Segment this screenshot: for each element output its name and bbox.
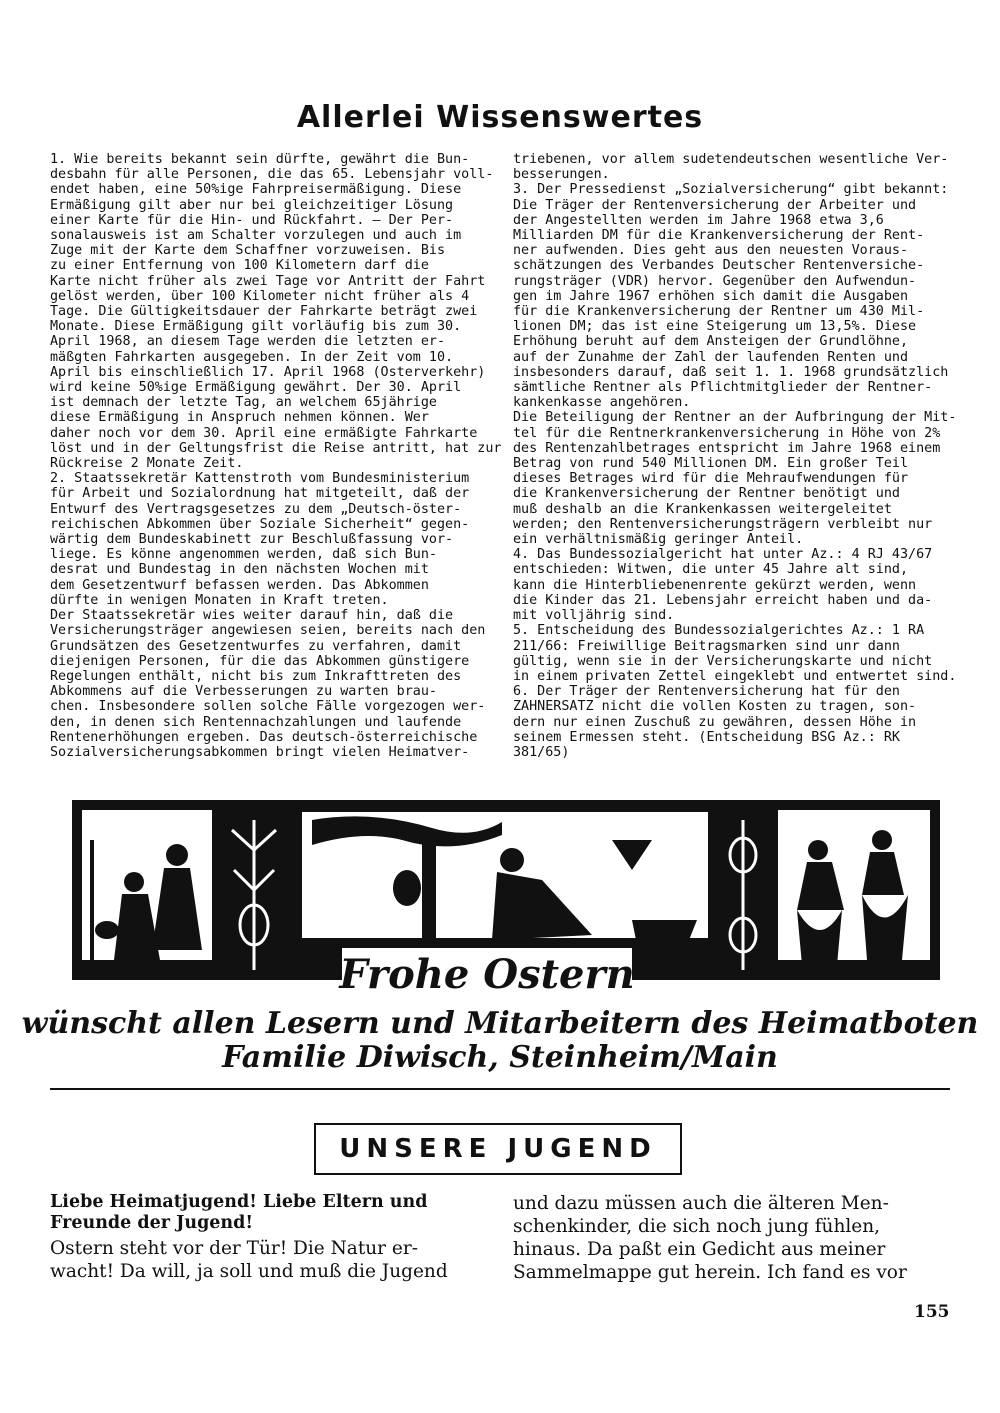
text-line: gültig, wenn sie in der Versicherungskarte und nicht (513, 653, 933, 669)
text-line: dieses Betrages wird für die Mehraufwendungen für (513, 471, 909, 487)
text-line: kankenkasse angehören. (513, 395, 691, 411)
text-line: schätzungen des Verbandes Deutscher Rentenversiche- (513, 258, 925, 274)
text-line: 3. Der Pressedienst „Sozialversicherung“ gibt bekannt: (513, 182, 949, 198)
section-divider (50, 1088, 950, 1090)
text-line: Rentenerhöhungen ergeben. Das deutsch-österreichische (50, 729, 478, 745)
text-line: 1. Wie bereits bekannt sein dürfte, gewährt die Bun- (50, 152, 470, 167)
text-line: kann die Hinterbliebenenrente gekürzt werden, wenn (513, 577, 917, 593)
text-line: sonalausweis ist am Schalter vorzulegen und auch im (50, 228, 462, 244)
text-line: diese Ermäßigung in Anspruch nehmen können. Wer (50, 410, 429, 426)
text-line: 5. Entscheidung des Bundessozialgerichtes Az.: 1 RA (513, 623, 925, 639)
text-line: desbahn für alle Personen, die das 65. Lebensjahr voll- (50, 167, 494, 183)
text-line: muß deshalb an die Krankenkassen weitergeleitet (513, 501, 892, 517)
text-line: diejenigen Personen, für die das Abkommen günstigere (50, 653, 470, 669)
jugend-text-right: und dazu müssen auch die älteren Men- schenkinder, die sich noch jung fühlen, hinaus. Da paßt ein Gedicht aus meiner Sammelmappe gut herein. Ich fand es vor (513, 1193, 907, 1283)
text-line: Karte nicht früher als zwei Tage vor Antritt der Fahrt (50, 273, 486, 289)
text-line: April 1968, an diesem Tage werden die letzten er- (50, 334, 446, 350)
text-line: besserungen. (513, 167, 610, 183)
easter-silhouette-banner (72, 800, 940, 1000)
text-line: des Rentenzahlbetrages entspricht im Jahre 1968 einem (513, 440, 941, 456)
text-line: insbesonders darauf, daß seit 1. 1. 1968 grundsätzlich (513, 364, 949, 380)
text-line: dern nur einen Zuschuß zu gewähren, dessen Höhe in (513, 714, 917, 730)
banner-headline: Frohe Ostern (339, 951, 635, 998)
text-line: lionen DM; das ist eine Steigerung um 13,5%. Diese (513, 319, 917, 335)
page-title: Allerlei Wissenswertes (296, 100, 704, 135)
text-line: werden; den Rentenversicherungsträgern verbleibt nur (513, 516, 933, 532)
text-line: Abkommens auf die Verbesserungen zu warten brau- (50, 684, 437, 700)
text-line: ist demnach der letzte Tag, an welchem 65jährige (50, 395, 437, 411)
text-line: triebenen, vor allem sudetendeutschen wesentliche Ver- (513, 152, 949, 167)
text-line: Erhöhung beruht auf dem Ansteigen der Grundlöhne, (513, 334, 909, 350)
text-line: 2. Staatssekretär Kattenstroth vom Bundesministerium (50, 471, 470, 487)
text-line: einer Karte für die Hin- und Rückfahrt. — Der Per- (50, 212, 454, 228)
text-line: wärtig dem Bundeskabinett zur Beschlußfassung vor- (50, 532, 454, 548)
greeting-line-2: Familie Diwisch, Steinheim/Main (222, 1040, 778, 1075)
text-line: 211/66: Freiwillige Beitragsmarken sind unr dann (513, 638, 900, 654)
text-line: gelöst werden, über 100 Kilometer nicht früher als 4 (50, 288, 470, 304)
text-line: löst und in der Geltungsfrist die Reise antritt, hat zur (50, 440, 502, 456)
text-line: Die Träger der Rentenversicherung der Arbeiter und (513, 197, 917, 213)
text-line: Tage. Die Gültigkeitsdauer der Fahrkarte beträgt zwei (50, 304, 478, 320)
text-line: Regelungen enthält, nicht bis zum Inkrafttreten des (50, 668, 462, 684)
text-line: reichischen Abkommen über Soziale Sicherheit“ gegen- (50, 516, 470, 532)
jugend-text-left: Ostern steht vor der Tür! Die Natur er- wacht! Da will, ja soll und muß die Jugend (50, 1238, 448, 1282)
text-line: April bis einschließlich 17. April 1968 (Osterverkehr) (50, 364, 486, 380)
text-line: desrat und Bundestag in den nächsten Wochen mit (50, 562, 429, 578)
text-line: Betrag von rund 540 Millionen DM. Ein großer Teil (513, 456, 909, 472)
text-line: wird keine 50%ige Ermäßigung gewährt. Der 30. April (50, 380, 462, 396)
text-line: daher noch vor dem 30. April eine ermäßigte Fahrkarte (50, 425, 478, 441)
text-line: mäßgten Fahrkarten ausgegeben. In der Zeit vom 10. (50, 349, 454, 365)
text-line: 4. Das Bundessozialgericht hat unter Az.: 4 RJ 43/67 (513, 547, 933, 563)
text-line: Versicherungsträger angewiesen seien, bereits nach den (50, 623, 486, 639)
text-line: dürfte in wenigen Monaten in Kraft treten. (50, 592, 389, 608)
text-line: auf der Zunahme der Zahl der laufenden Renten und (513, 349, 909, 365)
text-line: Sozialversicherungsabkommen bringt vielen Heimatver- (50, 744, 470, 760)
greeting-line-1: wünscht allen Lesern und Mitarbeitern des Heimatboten (21, 1006, 979, 1041)
section-title-box (314, 1123, 682, 1175)
text-line: die Kinder das 21. Lebensjahr erreicht haben und da- (513, 592, 933, 608)
text-line: Entwurf des Vertragsgesetzes zu dem „Deutsch-öster- (50, 501, 462, 517)
text-line: entschieden: Witwen, die unter 45 Jahre alt sind, (513, 562, 909, 578)
text-line: rungsträger (VDR) hervor. Gegenüber den Aufwendun- (513, 273, 917, 289)
text-line: Der Staatssekretär wies weiter darauf hin, daß die (50, 608, 454, 624)
text-line: gen im Jahre 1967 erhöhen sich damit die Ausgaben (513, 288, 909, 304)
text-line: mit volljährig sind. (513, 608, 675, 624)
jugend-heading: Liebe Heimatjugend! Liebe Eltern und Freunde der Jugend! (50, 1192, 428, 1233)
text-line: Monate. Diese Ermäßigung gilt vorläufig bis zum 30. (50, 319, 462, 335)
text-line: der Angestellten werden im Jahre 1968 etwa 3,6 (513, 212, 884, 228)
text-line: tel für die Rentnerkrankenversicherung in Höhe von 2% (513, 425, 941, 441)
text-line: für Arbeit und Sozialordnung hat mitgeteilt, daß der (50, 486, 470, 502)
text-line: für die Krankenversicherung der Rentner um 430 Mil- (513, 304, 925, 320)
text-line: zu einer Entfernung von 100 Kilometern darf die (50, 258, 429, 274)
text-line: die Krankenversicherung der Rentner benötigt und (513, 486, 900, 502)
text-line: liege. Es könne angenommen werden, daß sich Bun- (50, 547, 437, 563)
article-right-column (513, 152, 957, 760)
text-line: in einem privaten Zettel eingeklebt und entwertet sind. (513, 668, 957, 684)
text-line: Milliarden DM für die Krankenversicherung der Rent- (513, 228, 925, 244)
text-line: Zuge mit der Karte dem Schaffner vorzuweisen. Bis (50, 243, 446, 259)
text-line: ZAHNERSATZ nicht die vollen Kosten zu tragen, son- (513, 699, 917, 715)
text-line: sämtliche Rentner als Pflichtmitglieder der Rentner- (513, 380, 933, 396)
text-line: endet haben, eine 50%ige Fahrpreisermäßigung. Diese (50, 182, 462, 198)
text-line: chen. Insbesondere sollen solche Fälle vorgezogen wer- (50, 699, 486, 715)
article-left-column (50, 152, 502, 760)
section-title: UNSERE JUGEND (339, 1134, 657, 1164)
text-line: ein verhältnismäßig geringer Anteil. (513, 532, 804, 548)
text-line: seinem Ermessen steht. (Entscheidung BSG Az.: RK (513, 729, 900, 745)
text-line: Ermäßigung gilt aber nur bei gleichzeitiger Lösung (50, 197, 454, 213)
text-line: 6. Der Träger der Rentenversicherung hat für den (513, 684, 900, 700)
text-line: Die Beteiligung der Rentner an der Aufbringung der Mit- (513, 410, 957, 426)
text-line: ner aufwenden. Dies geht aus den neuesten Voraus- (513, 243, 909, 259)
text-line: 381/65) (513, 744, 570, 760)
text-line: dem Gesetzentwurf befassen werden. Das Abkommen (50, 577, 429, 593)
page-number: 155 (914, 1302, 950, 1322)
text-line: Rückreise 2 Monate Zeit. (50, 456, 244, 472)
text-line: den, in denen sich Rentennachzahlungen und laufende (50, 714, 462, 730)
text-line: Grundsätzen des Gesetzentwurfes zu verfahren, damit (50, 638, 462, 654)
